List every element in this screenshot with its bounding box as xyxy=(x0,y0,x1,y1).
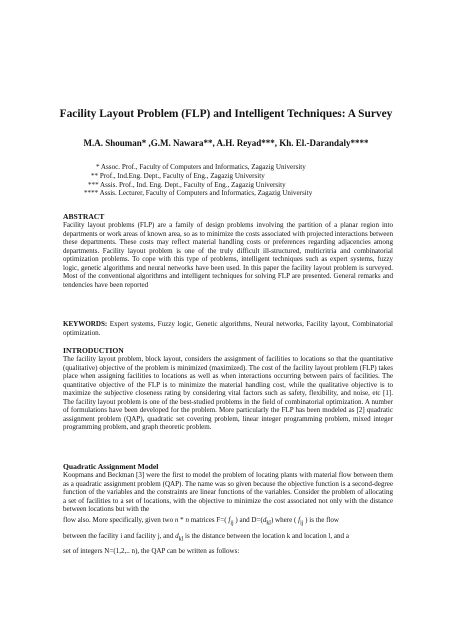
qap-line-part: flow also. More specifically, given two xyxy=(63,515,175,524)
math-f: f xyxy=(228,515,231,524)
author-list: M.A. Shouman* ,G.M. Nawara**, A.H. Reyad***, Kh. El.-Darandaly**** xyxy=(83,138,369,148)
affiliation-3: *** Assis. Prof., Ind. Eng. Dept., Faculty of Eng., Zagazig University xyxy=(88,180,286,189)
abstract-text: Facility layout problems (FLP) are a family of design problems involving the partition of a planar region into departments or work areas of known area, so as to minimize the costs associated with projected interactions between these departments. These costs may reflect material handling costs or preferences regarding adjacencies among departments. Facility layout problem is one of the truly difficult ill-structured, multicritria and combinatorial optimization problems. To cope with this type of problems, intelligent techniques such as expert systems, fuzzy logic, genetic algorithms and neural networks have been used. In this paper the facility layout problem is surveyed. Most of the conventional algorithms and intelligent techniques for solving FLP are presented. General remarks and tendencies have been reported xyxy=(63,221,393,289)
qap-section xyxy=(63,462,393,555)
abstract-heading: ABSTRACT xyxy=(63,212,105,221)
math-subscript: kl xyxy=(178,536,184,543)
math-d: d xyxy=(175,531,179,540)
qap-line-part: between the facility i and facility j, and xyxy=(63,531,176,540)
introduction-heading: INTRODUCTION xyxy=(63,346,124,355)
qap-flow-line xyxy=(63,532,393,544)
keywords-section xyxy=(63,320,393,337)
math-n: n xyxy=(185,515,189,524)
abstract-section xyxy=(63,212,393,289)
paper-title: Facility Layout Problem (FLP) and Intelligent Techniques: A Survey xyxy=(59,108,393,120)
introduction-text: The facility layout problem, block layout, considers the assignment of facilities to locations so that the quantitative (qualitative) objective of the problem is minimized (maximized). The cost of the facility layout problem (FLP) takes place when assigning facilities to locations as well as when interactions occurring between pairs of facilities. The quantitative objective of the FLP is to minimize the material handling cost, while the qualitative objective is to maximize the subjective closeness rating by considering vital factors such as safety, flexibility, and noise, etc [1]. The facility layout problem is one of the best-studied problems in the field of combinatorial optimization. A number of formulations have been developed for the problem. More particularly the FLP has been modeled as [2] quadratic assignment problem (QAP), quadratic set covering problem, linear integer programming problem, mixed integer programming problem, and graph theoretic problem. xyxy=(63,355,393,432)
qap-line-part: matrices F=( xyxy=(188,515,229,524)
keywords-text: Expert systems, Fuzzy logic, Genetic algorithms, Neural networks, Facility layout, Combinatorial optimization. xyxy=(63,320,393,337)
qap-text: Koopmans and Beckman [3] were the first to model the problem of locating plants with material flow between them as a quadratic assignment problem (QAP). The name was so given because the objective function is a second-degree function of the variables and the constraints are linear functions of the variables. Consider the problem of allocating a set of facilities to a set of locations, with the objective to minimize the cost associated not only with the distance between locations but with the xyxy=(63,471,393,514)
affiliations xyxy=(80,163,400,198)
affiliation-4: **** Assis. Lecturer, Faculty of Computers and Informatics, Zagazig University xyxy=(84,189,313,198)
math-d: d xyxy=(262,515,267,524)
math-f: f xyxy=(298,515,301,524)
qap-line-part: ) is the flow xyxy=(303,515,339,524)
affiliation-1: * Assoc. Prof., Faculty of Computers and Informatics, Zagazig University xyxy=(96,163,306,171)
qap-line-part: is the distance between the location k and location l, and a xyxy=(183,531,349,540)
affiliation-2: ** Prof., Ind.Eng. Dept., Faculty of Eng., Zagazig University xyxy=(91,171,265,180)
qap-matrix-line xyxy=(63,516,393,528)
math-subscript: ij xyxy=(300,520,304,527)
keywords-line xyxy=(63,320,393,337)
introduction-section xyxy=(63,346,393,432)
math-subscript: ij xyxy=(230,520,234,527)
qap-line-part: ) and D=( xyxy=(233,515,263,524)
qap-set-line: set of integers N=(1,2,.. n), the QAP can be written as follows: xyxy=(63,546,240,555)
math-subscript: kl xyxy=(266,520,271,527)
keywords-label: KEYWORDS: xyxy=(63,320,108,328)
qap-heading: Quadratic Assignment Model xyxy=(63,462,159,471)
math-n: n xyxy=(174,515,179,524)
math-times: * xyxy=(178,515,186,524)
qap-line-part: ) where ( xyxy=(270,515,299,524)
